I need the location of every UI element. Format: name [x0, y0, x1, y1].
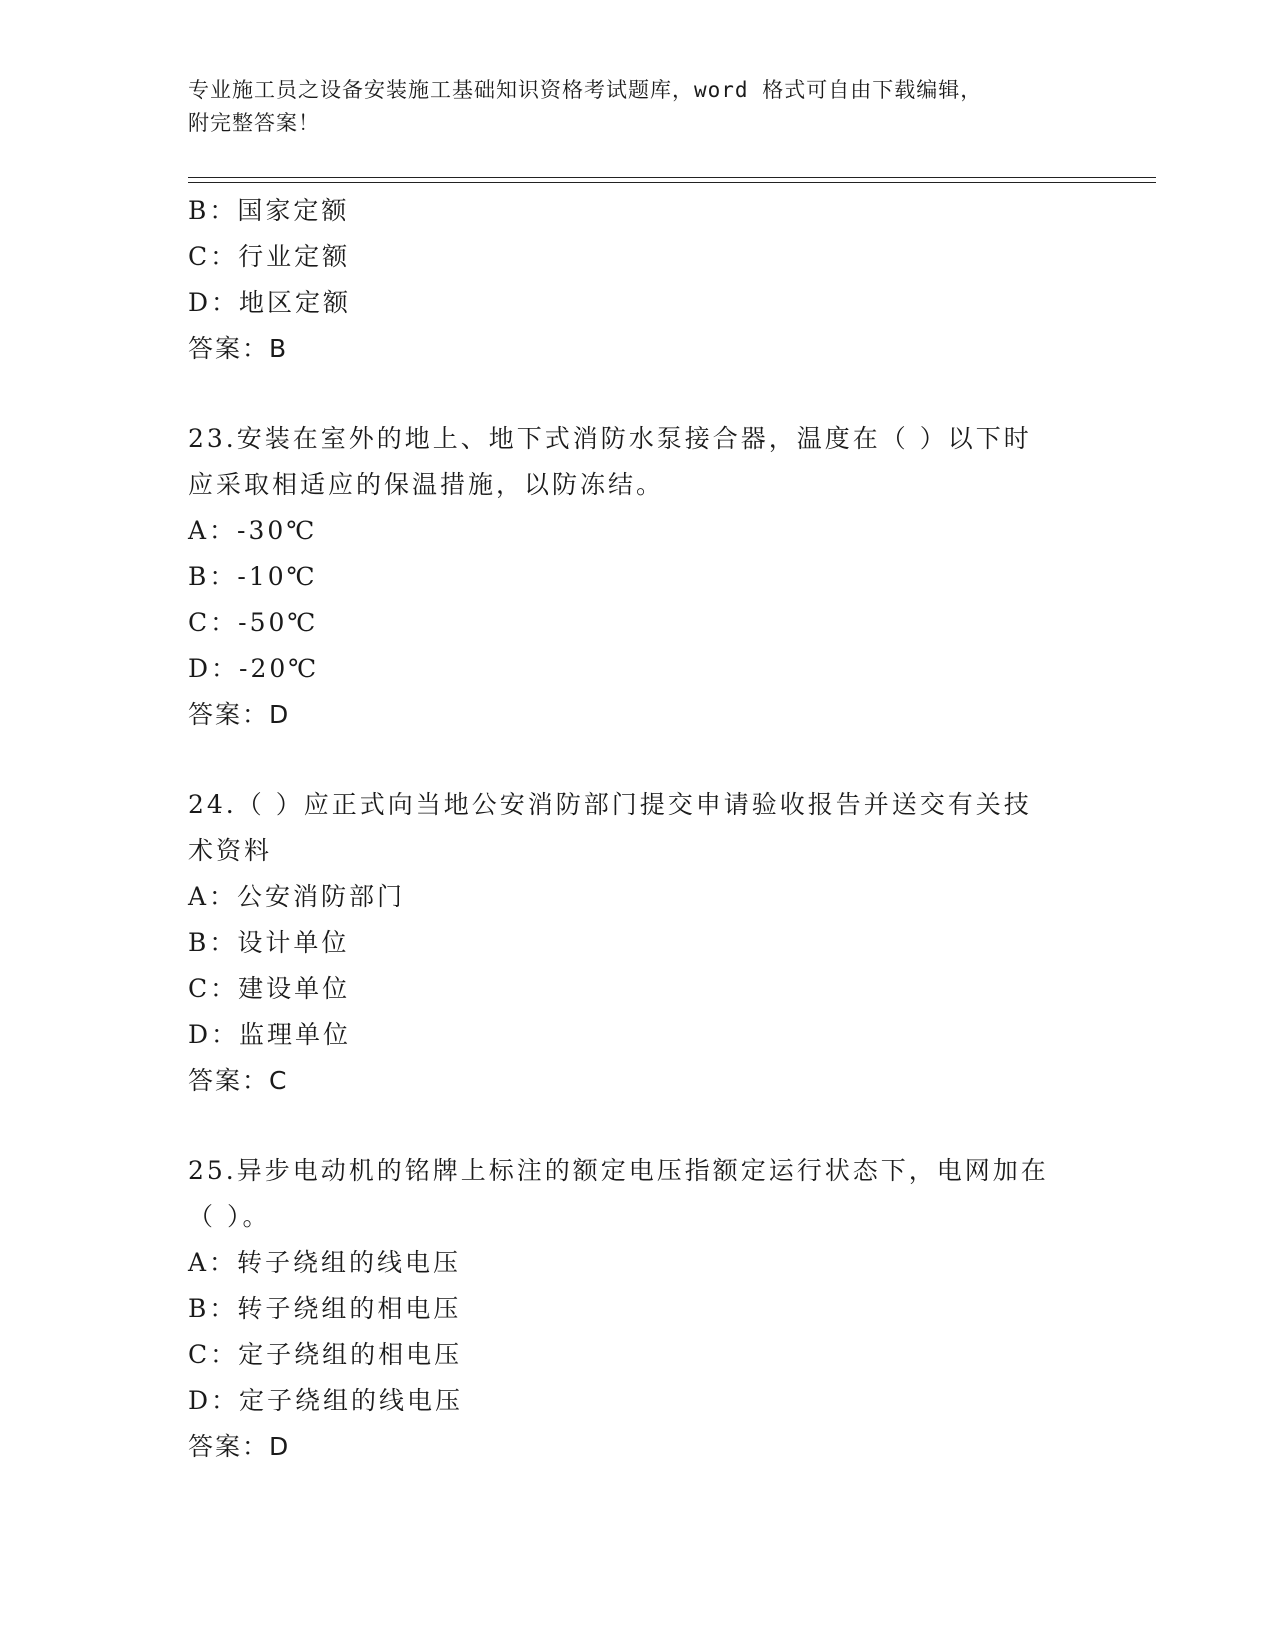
option-b: B：-10℃	[188, 562, 318, 591]
option-a: A：-30℃	[188, 516, 318, 545]
question-22-continued	[188, 188, 1078, 372]
header-divider-bottom	[188, 182, 1156, 183]
option-c: C：行业定额	[188, 242, 351, 271]
option-d: D：地区定额	[188, 288, 352, 317]
option-c: C：-50℃	[188, 608, 319, 637]
option-d: D：定子绕组的线电压	[188, 1386, 464, 1415]
question-stem-continued: （ ）。	[188, 1202, 271, 1231]
page-header	[188, 74, 1068, 140]
question-stem-continued: 术资料	[188, 836, 273, 865]
option-b: B：设计单位	[188, 928, 350, 957]
option-b: B：转子绕组的相电压	[188, 1294, 462, 1323]
question-stem: 23.安装在室外的地上、地下式消防水泵接合器，温度在（ ）以下时	[188, 424, 1032, 453]
header-text-line1: 专业施工员之设备安装施工基础知识资格考试题库，word 格式可自由下载编辑，	[188, 78, 983, 102]
option-d: D：监理单位	[188, 1020, 352, 1049]
answer-line: 答案：C	[188, 1066, 289, 1095]
question-24	[188, 782, 1078, 1104]
header-divider-top	[188, 177, 1156, 178]
answer-line: 答案：B	[188, 334, 289, 363]
option-b: B：国家定额	[188, 196, 350, 225]
option-a: A：转子绕组的线电压	[188, 1248, 462, 1277]
question-stem: 24.（ ）应正式向当地公安消防部门提交申请验收报告并送交有关技	[188, 790, 1032, 819]
question-stem-continued: 应采取相适应的保温措施，以防冻结。	[188, 470, 665, 499]
question-25	[188, 1148, 1078, 1470]
question-stem: 25.异步电动机的铭牌上标注的额定电压指额定运行状态下，电网加在	[188, 1156, 1049, 1185]
option-a: A：公安消防部门	[188, 882, 406, 911]
option-d: D：-20℃	[188, 654, 320, 683]
option-c: C：定子绕组的相电压	[188, 1340, 463, 1369]
answer-line: 答案：D	[188, 700, 291, 729]
question-23	[188, 416, 1078, 738]
header-text-line2: 附完整答案！	[188, 111, 320, 135]
question-list	[188, 188, 1078, 1470]
answer-line: 答案：D	[188, 1432, 291, 1461]
option-c: C：建设单位	[188, 974, 351, 1003]
